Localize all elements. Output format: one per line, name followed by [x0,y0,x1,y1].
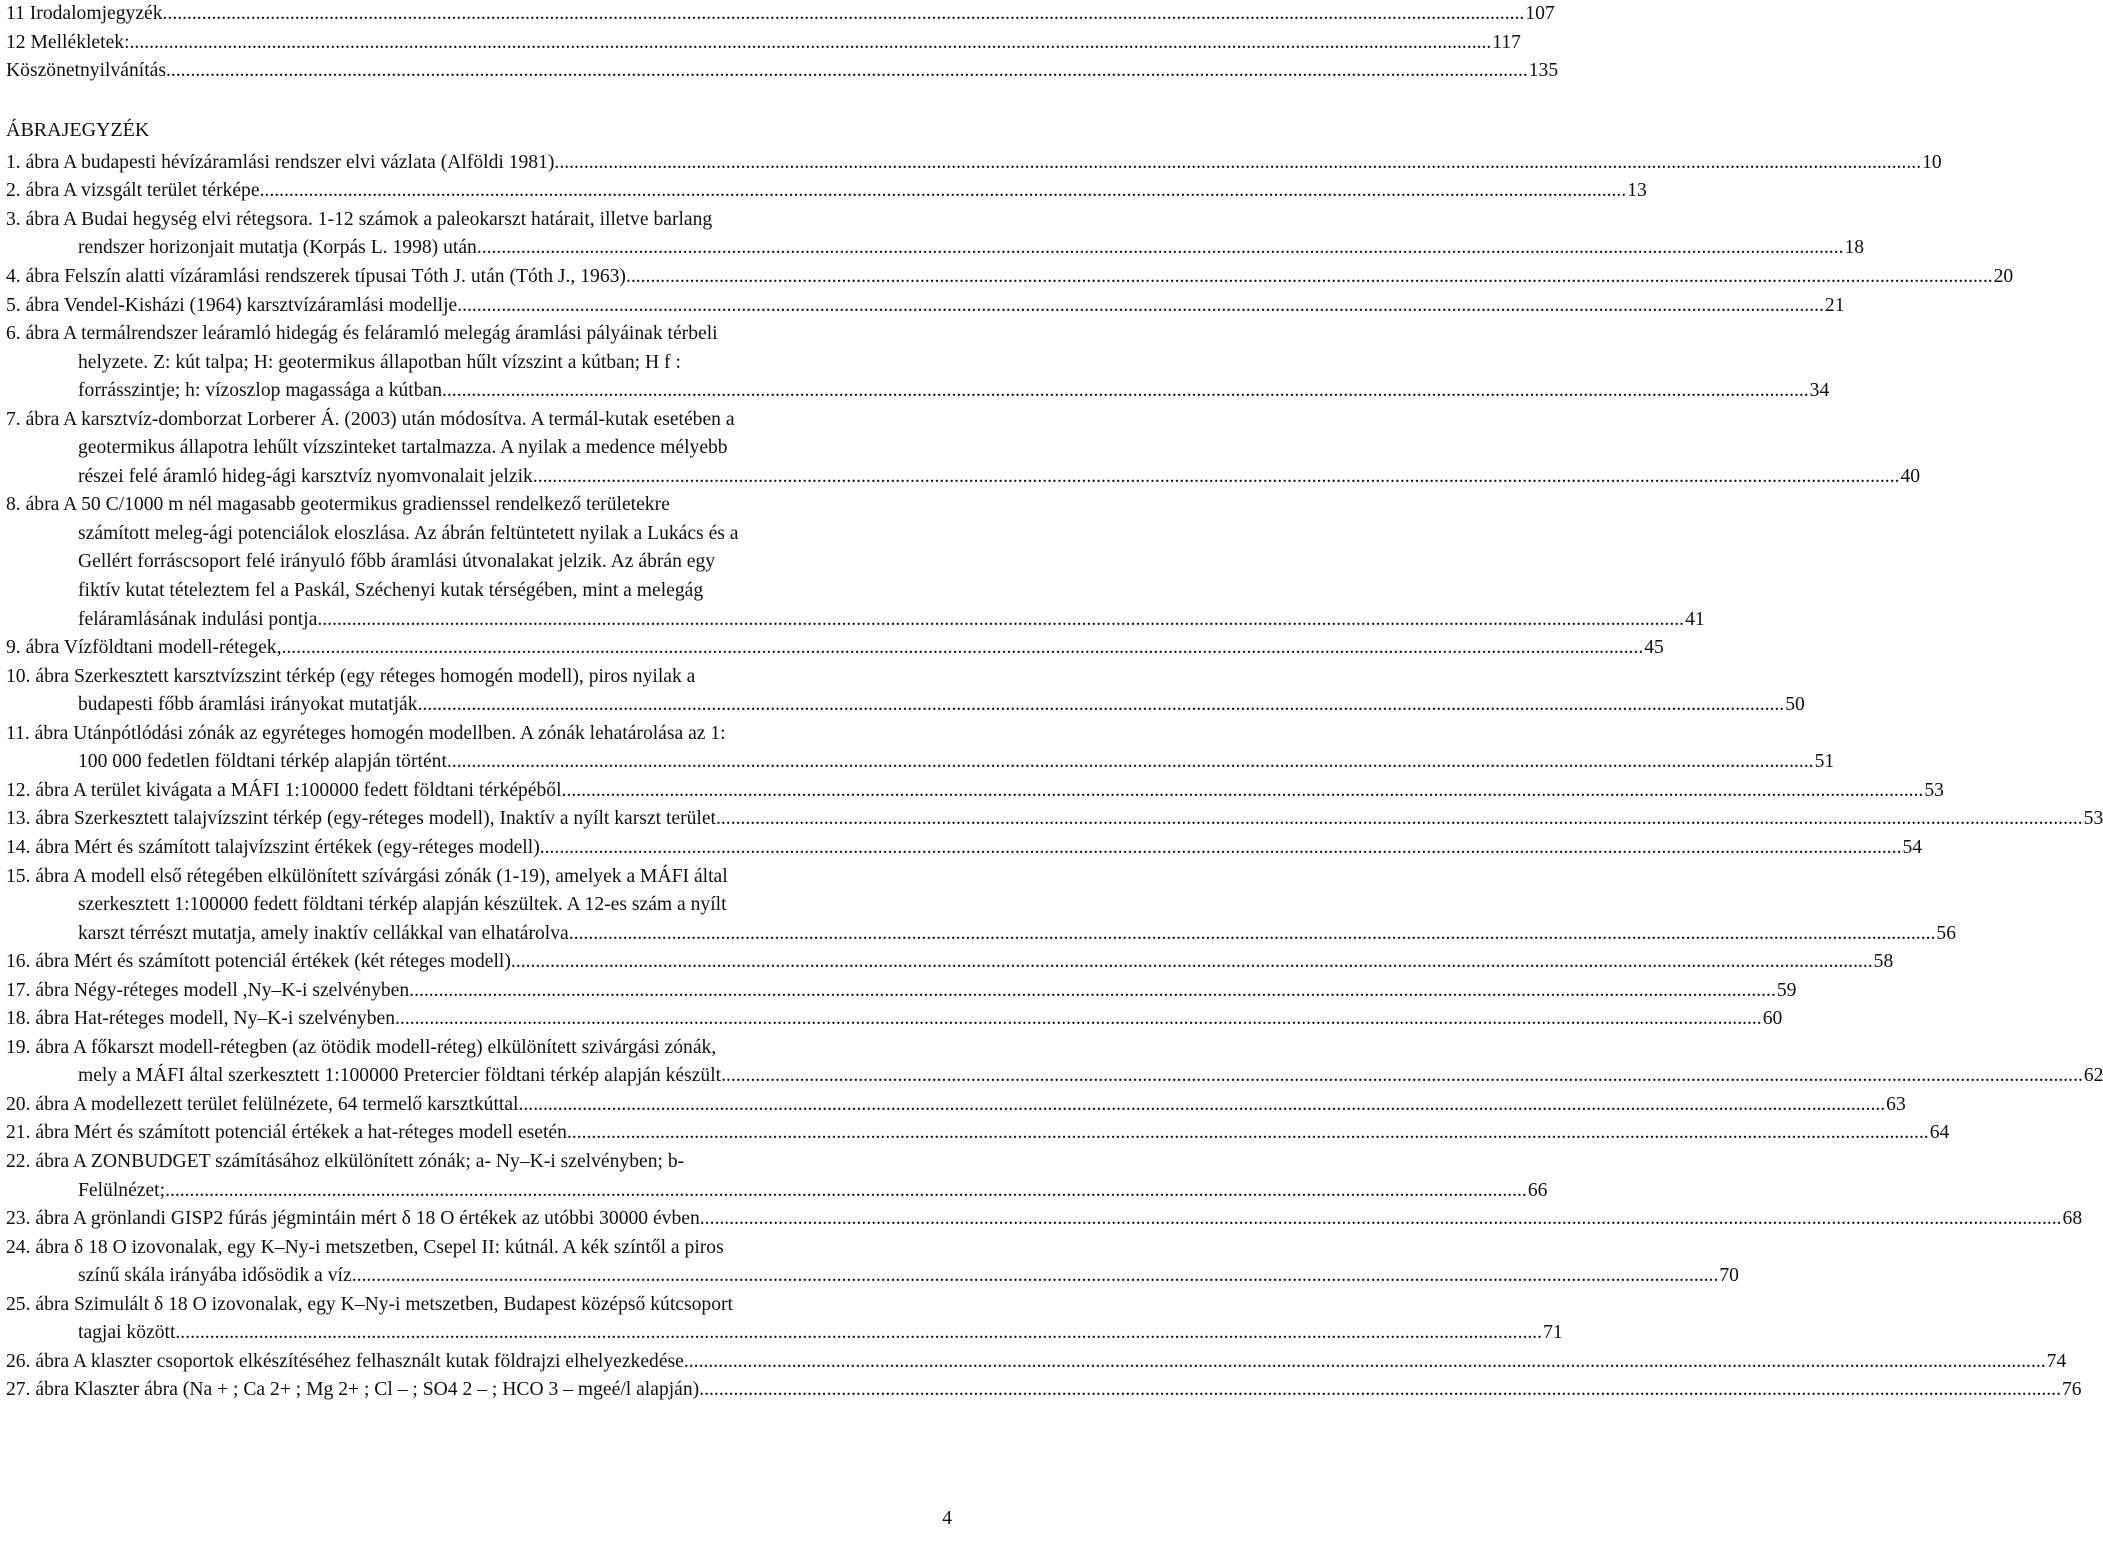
leader-dots [538,463,1900,491]
leader-dots [414,977,1776,1005]
entry-text: 13. ábra Szerkesztett talajvízszint térkép (egy-réteges modell), Inaktív a nyílt karszt terület. [6,808,721,830]
entry-text: Gellért forráscsoport felé irányuló főbb áramlási útvonalakat jelzik. Az ábrán egy [78,551,716,573]
figure-entry [6,206,952,234]
leader-dots [567,1119,1929,1147]
entry-page-number: 13 [1627,180,1647,202]
leader-dots [281,634,1643,662]
entry-page-number: 58 [1873,951,1894,973]
figure-entry[interactable] [78,234,1865,262]
leader-dots [523,1091,1885,1119]
toc-entry[interactable] [6,29,1521,57]
entry-text: forrásszintje; h: vízoszlop magassága a kútban. [78,380,447,402]
entry-page-number: 59 [1776,979,1797,1001]
entry-page-number: 53 [1924,779,1944,801]
entry-text: mely a MÁFI által szerkesztett 1:100000 Pretercier földtani térkép alapján készült [78,1065,722,1087]
entry-text: 23. ábra A grönlandi GISP2 fúrás jégmintáin mért δ 18 O értékek az utóbbi 30000 évben [6,1208,700,1230]
figure-entry [6,863,952,891]
leader-dots [322,606,1684,634]
toc-entry[interactable] [6,0,1555,28]
entry-page-number: 74 [2046,1350,2067,1372]
figure-entry [6,406,952,434]
figure-entry [78,577,952,605]
entry-page-number: 20 [1993,265,2014,287]
leader-dots [574,920,1936,948]
entry-text: számított meleg-ági potenciálok eloszlása. Az ábrán feltüntetett nyilak a Lukács és a [78,522,739,544]
leader-dots [163,0,1525,28]
leader-dots [511,948,1873,976]
entry-page-number: 21 [1824,294,1845,316]
figure-entry[interactable] [6,1091,1906,1119]
figure-entry[interactable] [78,691,1805,719]
figure-entry[interactable] [6,1005,1783,1033]
leader-dots [562,777,1924,805]
figure-entry [6,1234,952,1262]
entry-text: 1. ábra A budapesti hévízáramlási rendszer elvi vázlata (Alföldi 1981). [6,151,560,173]
figure-entry[interactable] [78,1262,1739,1290]
entry-text: színű skála irányába idősödik a víz. [78,1265,357,1287]
entry-text: 9. ábra Vízföldtani modell-rétegek, [6,637,282,659]
entry-text: 10. ábra Szerkesztett karsztvízszint térkép (egy réteges homogén modell), piros nyilak a [6,665,696,687]
figure-entry[interactable] [6,834,1923,862]
entry-text: 22. ábra A ZONBUDGET számításához elkülönített zónák; a- Ny–K-i szelvényben; b- [6,1151,685,1172]
entry-text: 12 Mellékletek: [6,31,130,53]
figure-entry[interactable] [6,948,1894,976]
figure-entry[interactable] [78,920,1956,948]
leader-dots [357,1262,1719,1290]
toc-entry[interactable] [6,57,1559,85]
entry-page-number: 62 [2083,1065,2103,1087]
entry-text: 5. ábra Vendel-Kisházi (1964) karsztvízáramlási modellje. [6,294,463,316]
leader-dots [264,177,1626,205]
entry-text: 24. ábra δ 18 O izovonalak, egy K–Ny-i metszetben, Csepel II: kútnál. A kék színtől a piros [6,1236,724,1258]
entry-text: rendszer horizonjait mutatja (Korpás L. 1998) után. [78,237,482,259]
leader-dots [180,1319,1542,1347]
entry-text: fiktív kutat tételeztem fel a Paskál, Széchenyi kutak térségében, mint a melegág [78,580,704,601]
section-heading: ÁBRAJEGYZÉK [6,119,150,142]
figure-entry[interactable] [6,177,1647,205]
figure-entry[interactable] [6,977,1797,1005]
entry-page-number: 76 [2061,1379,2082,1401]
entry-page-number: 66 [1527,1179,1548,1201]
figure-entry [6,663,952,691]
entry-page-number: 51 [1814,751,1835,773]
leader-dots [130,29,1492,57]
entry-text: részei felé áramló hideg-ági karsztvíz nyomvonalait jelzik. [78,465,538,487]
leader-dots [559,149,1921,177]
entry-page-number: 40 [1900,465,1921,487]
figure-entry[interactable] [6,1119,1950,1147]
entry-text: 4. ábra Felszín alatti vízáramlási rendszerek típusai Tóth J. után (Tóth J., 1963). [6,265,631,287]
entry-text: Felülnézet; [78,1179,166,1201]
entry-page-number: 53 [2083,808,2103,830]
entry-page-number: 68 [2062,1208,2083,1230]
entry-page-number: 34 [1809,380,1830,402]
entry-page-number: 63 [1886,1093,1906,1115]
entry-text: 7. ábra A karsztvíz-domborzat Lorberer Á. (2003) után módosítva. A termál-kutak esetében a [6,408,735,430]
leader-dots [700,1205,2062,1233]
entry-page-number: 56 [1936,922,1956,944]
entry-text: geotermikus állapotra lehűlt vízszinteket tartalmazza. A nyilak a medence mélyebb [78,437,728,459]
figure-entry [6,1291,952,1319]
entry-text: 11. ábra Utánpótlódási zónák az egyréteges homogén modellben. A zónák lehatárolása az 1: [6,722,726,744]
figure-entry[interactable] [6,777,1944,805]
leader-dots [699,1376,2061,1404]
figure-entry [6,320,952,348]
leader-dots [452,748,1814,776]
entry-text: szerkesztett 1:100000 fedett földtani térkép alapján készültek. A 12-es szám a nyílt [78,894,727,916]
entry-text: karszt térrészt mutatja, amely inaktív cellákkal van elhatárolva. [78,922,574,944]
figure-entry[interactable] [78,606,1705,634]
entry-text: helyzete. Z: kút talpa; H: geotermikus állapotban hűlt vízszint a kútban; H f : [78,351,681,373]
leader-dots [400,1005,1762,1033]
page-number: 4 [942,1508,952,1529]
entry-text: feláramlásának indulási pontja. [78,608,323,630]
leader-dots [721,805,2083,833]
entry-page-number: 18 [1844,237,1865,259]
figure-entry[interactable] [6,1348,2067,1376]
entry-text: Köszönetnyilvánítás [6,60,166,82]
entry-text: budapesti főbb áramlási irányokat mutatják. [78,694,423,716]
leader-dots [165,1177,1527,1205]
entry-text: 3. ábra A Budai hegység elvi rétegsora. 1-12 számok a paleokarszt határait, illetve barlang [6,208,713,230]
entry-page-number: 45 [1644,637,1664,659]
figure-entry [78,434,952,462]
figure-entry[interactable] [6,634,1664,662]
entry-page-number: 117 [1492,31,1521,53]
entry-text: 16. ábra Mért és számított potenciál értékek (két réteges modell) [6,951,511,973]
leader-dots [447,377,1809,405]
entry-page-number: 41 [1685,608,1705,630]
entry-text: 14. ábra Mért és számított talajvízszint értékek (egy-réteges modell) [6,836,540,858]
entry-text: 100 000 fedetlen földtani térkép alapján történt. [78,751,452,773]
figure-entry [6,1148,952,1176]
entry-text: 27. ábra Klaszter ábra (Na + ; Ca 2+ ; Mg 2+ ; Cl – ; SO4 2 – ; HCO 3 – mgeé/l alapján) [6,1379,700,1401]
figure-entry[interactable] [6,263,2014,291]
figure-entry [78,891,952,919]
figure-entry[interactable] [78,748,1835,776]
entry-page-number: 64 [1929,1122,1950,1144]
entry-text: 18. ábra Hat-réteges modell, Ny–K-i szelvényben. [6,1008,400,1030]
entry-text: 20. ábra A modellezett terület felülnézete, 64 termelő karsztkúttal. [6,1093,524,1115]
figure-entry [78,349,952,377]
entry-page-number: 135 [1528,60,1559,82]
leader-dots [631,263,1993,291]
entry-text: tagjai között. [78,1322,181,1344]
entry-text: 11 Irodalomjegyzék [6,3,163,24]
figure-entry [6,491,952,519]
entry-page-number: 50 [1785,694,1805,716]
figure-entry[interactable] [6,1205,2083,1233]
figure-entry[interactable] [78,377,1830,405]
entry-text: 8. ábra A 50 C/1000 m nél magasabb geotermikus gradienssel rendelkező területekre [6,494,670,516]
leader-dots [540,834,1902,862]
figure-entry[interactable] [6,805,2103,833]
figure-entry[interactable] [78,1319,1563,1347]
entry-page-number: 54 [1902,836,1923,858]
entry-page-number: 70 [1719,1265,1739,1287]
entry-text: 15. ábra A modell első rétegében elkülönített szívárgási zónák (1-19), amelyek a MÁFI által [6,865,728,887]
leader-dots [721,1062,2083,1090]
leader-dots [166,57,1528,85]
entry-text: 26. ábra A klaszter csoportok elkészítéséhez felhasznált kutak földrajzi elhelyezkedése [6,1350,684,1372]
entry-page-number: 107 [1525,3,1555,24]
entry-text: 25. ábra Szimulált δ 18 O izovonalak, egy K–Ny-i metszetben, Budapest középső kútcsoport [6,1293,733,1315]
entry-text: 21. ábra Mért és számított potenciál értékek a hat-réteges modell esetén [6,1122,567,1144]
figure-entry[interactable] [78,463,1921,491]
entry-page-number: 60 [1762,1008,1783,1030]
figure-entry [78,548,952,576]
entry-page-number: 71 [1543,1322,1563,1344]
figure-entry[interactable] [78,1177,1548,1205]
figure-entry[interactable] [6,1376,2082,1404]
figure-entry[interactable] [78,1062,2103,1090]
leader-dots [422,691,1784,719]
leader-dots [462,292,1824,320]
entry-text: 2. ábra A vizsgált terület térképe. [6,180,265,202]
entry-text: 19. ábra A főkarszt modell-rétegben (az ötödik modell-réteg) elkülönített szivárgási zónák, [6,1036,717,1058]
entry-page-number: 10 [1922,151,1942,173]
figure-entry[interactable] [6,292,1845,320]
entry-text: 6. ábra A termálrendszer leáramló hidegág és feláramló melegág áramlási pályáinak térbeli [6,323,718,345]
leader-dots [684,1348,2046,1376]
entry-text: 17. ábra Négy-réteges modell ,Ny–K-i szelvényben. [6,979,415,1001]
figure-entry [6,1034,952,1062]
figure-entry [6,720,952,748]
leader-dots [482,234,1844,262]
figure-entry [78,520,952,548]
figure-entry[interactable] [6,149,1942,177]
entry-text: 12. ábra A terület kivágata a MÁFI 1:100000 fedett földtani térképéből [6,779,562,801]
